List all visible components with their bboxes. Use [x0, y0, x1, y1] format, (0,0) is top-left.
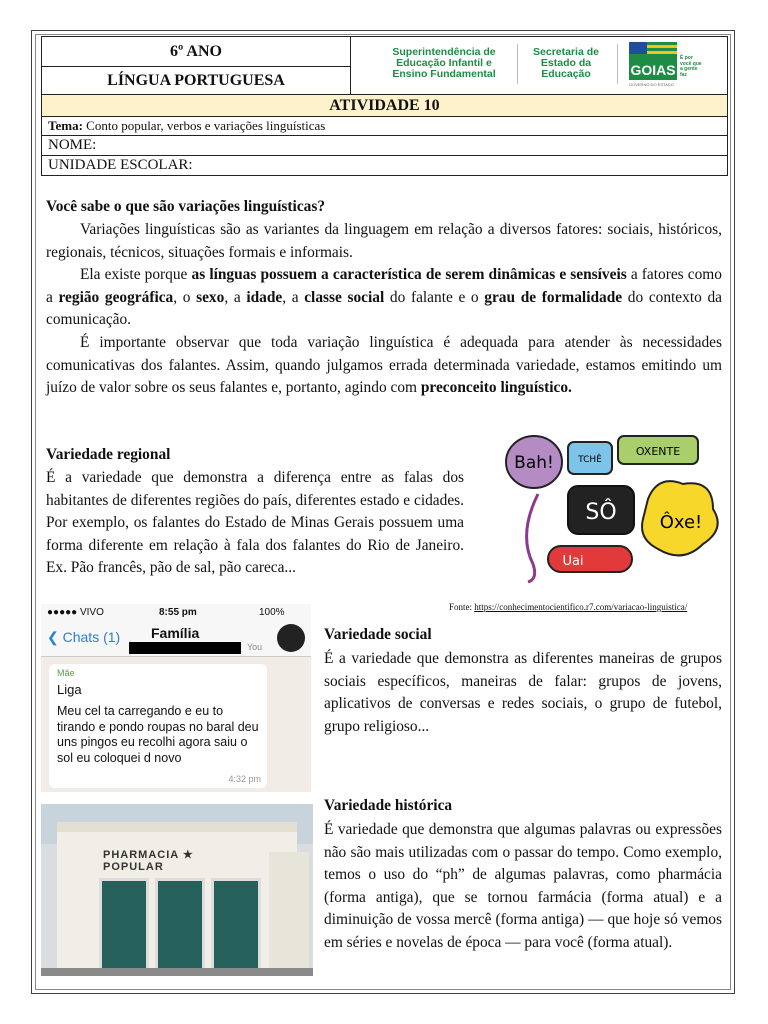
goias-footer: GOVERNO DO ESTADO	[629, 82, 674, 87]
superintendencia-logo: Superintendência de Educação Infantil e Ensino Fundamental	[392, 46, 496, 80]
activity-label: ATIVIDADE 10	[329, 96, 440, 114]
pharmacy-sign: PHARMACIA ★ POPULAR	[103, 849, 194, 873]
goias-tagline: É por você que a gente faz	[680, 55, 702, 78]
regional-title: Variedade regional	[46, 446, 171, 463]
intro-paragraph-2: Ela existe porque as línguas possuem a característica de serem dinâmicas e sensíveis a fatores como a região geográfica, o sexo, a idade, a classe social do falante e o grau de formalidade do contexto da comunicação.	[46, 266, 722, 328]
regional-text: É a variedade que demonstra a diferença entre as falas dos habitantes de diferentes regiões do país, diferentes estado e cidades. Por exemplo, os falantes do Estado de Minas Gerais possuem uma forma diferente em relação à fala dos falantes do Rio de Janeiro. Ex. Pão francês, pão de sal, pão careca...	[46, 469, 464, 576]
bubble-bah: Bah!	[514, 453, 554, 473]
chat-header: ❮ Chats (1) Família You	[41, 622, 311, 657]
subject-cell	[41, 66, 351, 95]
intro-paragraph-1: Variações linguísticas são as variantes da linguagem em relação a diversos fatores: sociais, históricos, regionais, técnicos, situações formais e informais.	[46, 221, 722, 261]
theme-value: Conto popular, verbos e variações linguísticas	[86, 118, 326, 133]
image-source: Fonte: https://conhecimentocientifico.r7.com/variacao-linguistica/	[449, 602, 688, 612]
back-button[interactable]: ❮ Chats (1)	[47, 629, 121, 645]
chat-screenshot	[41, 604, 311, 792]
secretaria-logo: Secretaria de Estado da Educação	[533, 46, 599, 80]
activity-cell	[41, 94, 728, 117]
status-bar: ●●●●● VIVO 8:55 pm 100%	[41, 604, 311, 622]
logo-divider	[517, 44, 518, 84]
bubble-tche: TCHÊ	[578, 455, 602, 465]
bubble-so: SÔ	[585, 500, 617, 525]
name-label: NOME:	[48, 137, 97, 153]
bubble-oxe: Ôxe!	[659, 512, 703, 533]
goias-flag-icon	[629, 42, 677, 60]
subject-label: LÍNGUA PORTUGUESA	[107, 71, 285, 89]
bubble-uai: Uai	[562, 554, 584, 569]
message-bubble: Mãe Liga Meu cel ta carregando e eu to tirando e pondo roupas no baral deu uns pingos eu recolhi agora saiu o sol eu coloquei d novo 4:32 pm	[49, 664, 267, 788]
theme-cell	[41, 116, 728, 136]
historic-text: É variedade que demonstra que algumas palavras ou expressões não são mais utilizadas com o passar do tempo. Como exemplo, temos o uso do “ph” de algumas palavras, como pharmácia (forma antiga), que se tornou farmácia (forma atual) e a diminuição de vossa mercê (forma antiga) — que hoje só vemos em séries e novelas de época — para você (forma atual).	[324, 821, 722, 951]
grade-label: 6º ANO	[170, 42, 222, 60]
bubble-oxente: OXENTE	[635, 445, 681, 458]
goias-badge: GOIAS	[630, 62, 676, 78]
chat-title: Família	[151, 625, 200, 641]
logo-divider	[617, 44, 618, 84]
redacted-bar	[129, 642, 241, 654]
speech-bubbles-image	[478, 424, 728, 584]
logos	[371, 38, 727, 93]
school-cell	[41, 155, 728, 176]
social-text: É a variedade que demonstra as diferentes maneiras de grupos sociais específicos, maneiras de falar: grupos de jovens, aplicativos de conversas e redes sociais, o grupo de futebol, grupo religioso...	[324, 650, 722, 735]
theme-label: Tema:	[48, 118, 83, 133]
avatar[interactable]	[277, 624, 305, 652]
intro-paragraph-3: É importante observar que toda variação linguística é adequada para atender às necessidades comunicativas dos falantes. Assim, quando julgamos errada determinada variedade, estamos emitindo um juízo de valor sobre os seus falantes e, portanto, agindo com preconceito linguístico.	[46, 334, 722, 396]
grade-cell	[41, 36, 351, 67]
historic-title: Variedade histórica	[324, 797, 453, 814]
chevron-left-icon: ❮	[47, 629, 59, 645]
name-cell	[41, 135, 728, 156]
social-title: Variedade social	[324, 626, 432, 643]
pharmacy-photo	[41, 804, 313, 976]
intro-question: Você sabe o que são variações linguísticas?	[46, 198, 326, 215]
school-label: UNIDADE ESCOLAR:	[48, 157, 193, 173]
source-link[interactable]: https://conhecimentocientifico.r7.com/variacao-linguistica/	[474, 602, 688, 612]
